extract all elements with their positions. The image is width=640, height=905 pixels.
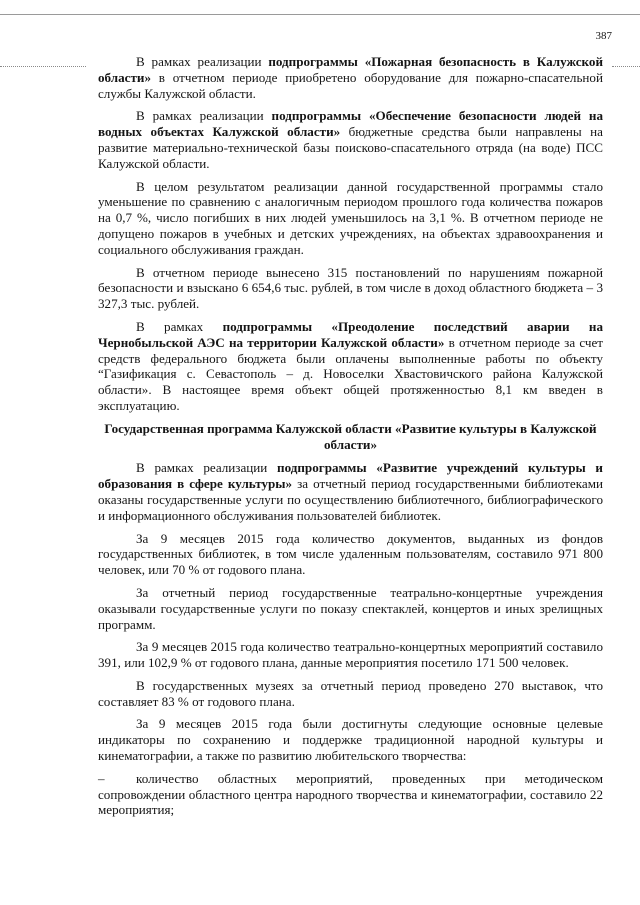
subprogram-title: подпрограммы «Обеспечение безопасности людей на водных объектах Калужской области» — [98, 108, 604, 140]
list-dash: – — [98, 770, 105, 786]
paragraph-museum-exhibitions: В государственных музеях за отчетный период проведено 270 выставок, что составляет 83 % от годового плана. — [98, 677, 603, 709]
paragraph-culture-institutions: В рамках реализации подпрограммы «Развитие учреждений культуры и образования в сфере культуры» за отчетный период государственными библиотеками оказаны государственные услуги по осуществлению библиотечного, библиографического и информационного обслуживания пользователей библиотек. — [98, 460, 603, 523]
list-item: – количество областных мероприятий, проведенных при методическом сопровождении областного центра народного творчества и кинематографии, составило 22 мероприятия; — [98, 770, 603, 818]
scan-top-rule — [0, 14, 640, 15]
paragraph-fire-safety: В рамках реализации подпрограммы «Пожарная безопасность в Калужской области» в отчетном периоде приобретено оборудование для пожарно-спасательной службы Калужской области. — [98, 54, 603, 101]
page-number: 387 — [595, 30, 612, 42]
subprogram-title: подпрограммы «Преодоление последствий аварии на Чернобыльской АЭС на территории Калужской области» — [98, 318, 604, 350]
paragraph-fire-penalties: В отчетном периоде вынесено 315 постановлений по нарушениям пожарной безопасности и взыскано 6 654,6 тыс. рублей, в том числе в доход областного бюджета – 3 327,3 тыс. рублей. — [98, 264, 603, 312]
paragraph-library-documents: За 9 месяцев 2015 года количество документов, выданных из фондов государственных библиотек, в том числе удаленным пользователям, составило 971 800 человек, или 70 % от годового плана. — [98, 530, 603, 578]
paragraph-theatre-events: За 9 месяцев 2015 года количество театрально-концертных мероприятий составило 391, или 102,9 % от годового плана, данные мероприятия посетило 171 500 человек. — [98, 639, 603, 671]
subprogram-title: подпрограммы «Развитие учреждений культуры и образования в сфере культуры» — [98, 460, 603, 492]
scan-mark-left — [0, 66, 86, 67]
paragraph-water-safety: В рамках реализации подпрограммы «Обеспечение безопасности людей на водных объектах Калужской области» бюджетные средства были направлены на развитие материально-технической базы поисково-спасательного отряда (на воде) ПСС Калужской области. — [98, 108, 604, 171]
paragraph-theatre-services: За отчетный период государственные театрально-концертные учреждения оказывали государственные услуги по показу спектаклей, концертов и иных зрелищных программ. — [98, 584, 603, 632]
scan-mark-right — [612, 66, 640, 67]
paragraph-chernobyl: В рамках подпрограммы «Преодоление последствий аварии на Чернобыльской АЭС на территории Калужской области» в отчетном периоде за счет средств федерального бюджета были оплачены выполненные работы по объекту “Газификация с. Севастополь – д. Новоселки Хвастовичского района Калужской области». В настоящее время объект общей протяженностью 8,1 км введен в эксплуатацию. — [98, 318, 604, 413]
paragraph-target-indicators: За 9 месяцев 2015 года были достигнуты следующие основные целевые индикаторы по сохранению и поддержке традиционной народной культуры и кинематографии, а также по развитию любительского творчества: — [98, 716, 603, 764]
document-body — [98, 54, 603, 825]
subprogram-title: подпрограммы «Пожарная безопасность в Калужской области» — [98, 54, 603, 85]
paragraph-program-results: В целом результатом реализации данной государственной программы стало уменьшение по сравнению с аналогичным периодом прошлого года количества пожаров на 0,7 %, число погибших в них людей уменьшилось на 3,1 %. В отчетном периоде не допущено пожаров в учебных и детских учреждениях, на объектах здравоохранения и социального обслуживания граждан. — [98, 178, 603, 257]
section-heading-culture: Государственная программа Калужской области «Развитие культуры в Калужской области» — [104, 420, 597, 452]
